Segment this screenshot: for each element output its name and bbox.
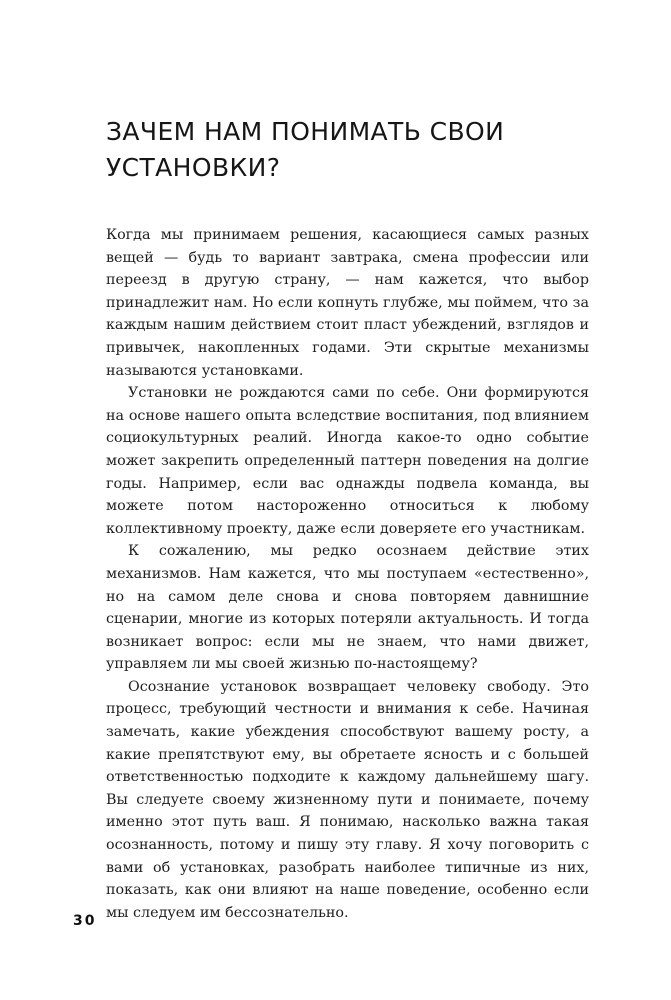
page-number: 30 [73, 913, 97, 929]
paragraph-1: Когда мы принимаем решения, касающиеся самых разных вещей — будь то вариант завтрака, смена профессии или переезд в другую страну, — нам кажется, что выбор принадлежит нам. Но если копнуть глубже, мы поймем, что за каждым нашим действием стоит пласт убеждений, взглядов и привычек, накопленных годами. Эти скрытые механизмы называются установками. [106, 227, 589, 379]
paragraph-2: Установки не рождаются сами по себе. Они формируются на основе нашего опыта вследствие воспитания, под влиянием социокультурных реалий. Иногда какое-то одно событие может закрепить определенный паттерн поведения на долгие годы. Например, если вас однажды подвела команда, вы можете потом настороженно относиться к любому коллективному проекту, даже если доверяете его участникам. [106, 385, 589, 537]
chapter-heading: ЗАЧЕМ НАМ ПОНИМАТЬ СВОИ УСТАНОВКИ? [106, 117, 505, 182]
body-text [106, 224, 589, 924]
paragraph-4: Осознание установок возвращает человеку свободу. Это процесс, требующий честности и внимания к себе. Начиная замечать, какие убеждения способствуют вашему росту, а какие препятствуют ему, вы обретаете ясность и с большей ответственностью подходите к каждому дальнейшему шагу. Вы следуете своему жизненному пути и понимаете, почему именно этот путь ваш. Я понимаю, насколько важна такая осознанность, потому и пишу эту главу. Я хочу поговорить с вами об установках, разобрать наиболее типичные из них, показать, как они влияют на наше поведение, особенно если мы следуем им бессознательно. [106, 678, 589, 921]
paragraph-3: К сожалению, мы редко осознаем действие этих механизмов. Нам кажется, что мы поступаем «естественно», но на самом деле снова и снова повторяем давнишние сценарии, многие из которых потеряли актуальность. И тогда возникает вопрос: если мы не знаем, что нами движет, управляем ли мы своей жизнью по-настоящему? [106, 543, 589, 673]
